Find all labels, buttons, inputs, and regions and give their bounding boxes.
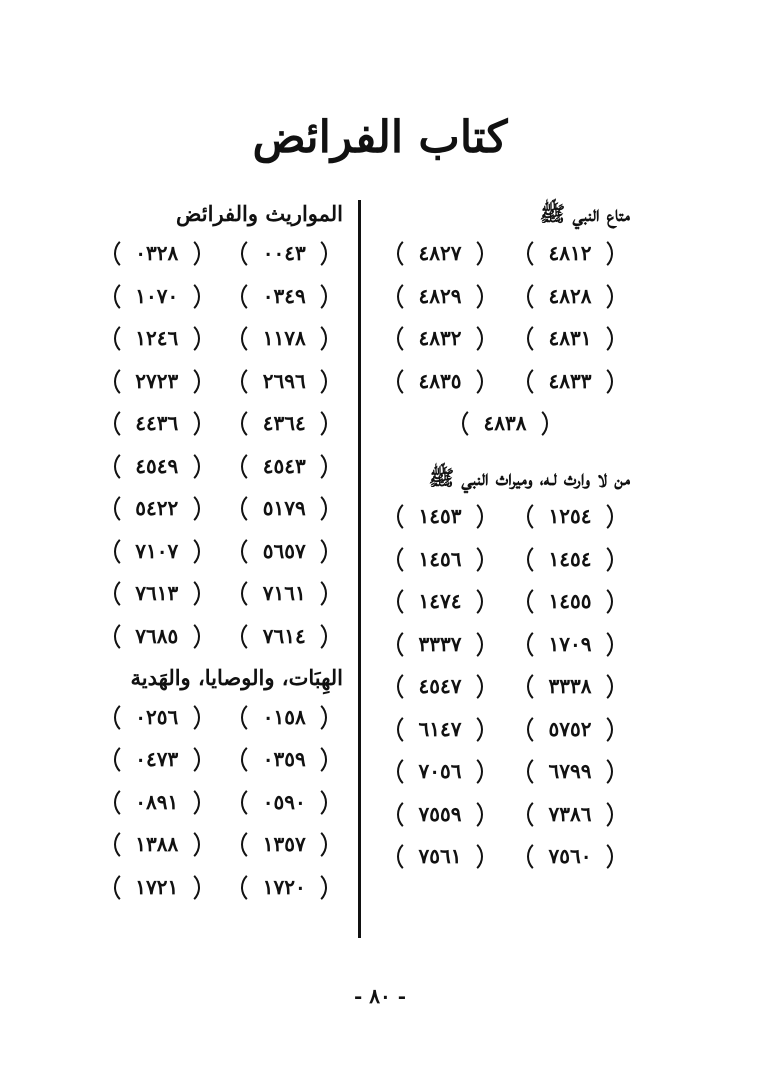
reference-number: ٤٣٦٤	[241, 406, 327, 441]
reference-number: ٤٨٢٧	[397, 236, 483, 271]
reference-number: ٥٧٥٢	[527, 712, 613, 747]
reference-number: ٧٦٨٥	[114, 619, 200, 654]
reference-number: ٠٤٧٣	[114, 742, 200, 777]
reference-number: ٠٣٤٩	[241, 279, 327, 314]
reference-number: ١٤٥٥	[527, 584, 613, 619]
reference-number: ٠٨٩١	[114, 785, 200, 820]
reference-number: ١٠٧٠	[114, 279, 200, 314]
reference-grid	[98, 236, 343, 654]
reference-number: ٧٠٥٦	[397, 754, 483, 789]
section-heading: متاع النبي ﷺ	[539, 201, 630, 226]
reference-number: ١٧٠٩	[527, 627, 613, 662]
page-title: كتاب الفرائض	[252, 112, 508, 163]
reference-number: ٤٨٣٢	[397, 321, 483, 356]
reference-number: ٤٨٢٨	[527, 279, 613, 314]
reference-number: ١٣٥٧	[241, 827, 327, 862]
reference-number: ٠٥٩٠	[241, 785, 327, 820]
reference-number: ١٤٥٣	[397, 499, 483, 534]
section-heading: من لا وارث لـه، وميراث النبي ﷺ	[428, 465, 630, 490]
reference-number: ٥١٧٩	[241, 491, 327, 526]
reference-grid	[380, 236, 630, 441]
reference-number: ٧٥٦٠	[527, 839, 613, 874]
reference-number: ٦٧٩٩	[527, 754, 613, 789]
reference-number: ٧٦١٤	[241, 619, 327, 654]
reference-number: ٠٢٥٦	[114, 700, 200, 735]
reference-number: ١٣٨٨	[114, 827, 200, 862]
reference-number: ٢٧٢٣	[114, 364, 200, 399]
reference-number: ٧٥٦١	[397, 839, 483, 874]
reference-number: ٧٥٥٩	[397, 797, 483, 832]
reference-number: ٤٨٣٣	[527, 364, 613, 399]
reference-number: ١٤٥٤	[527, 542, 613, 577]
reference-number: ١٧٢٠	[241, 870, 327, 905]
reference-number: ٢٦٩٦	[241, 364, 327, 399]
reference-number: ١١٧٨	[241, 321, 327, 356]
reference-number: ٤٨٢٩	[397, 279, 483, 314]
reference-number: ٤٨٣١	[527, 321, 613, 356]
reference-number: ٠٣٥٩	[241, 742, 327, 777]
section-heading: الهِبَات، والوصايا، والهَدية	[130, 664, 343, 690]
section-heading: المواريث والفرائض	[176, 201, 343, 226]
reference-number: ٣٣٣٧	[397, 627, 483, 662]
reference-number: ٥٦٥٧	[241, 534, 327, 569]
reference-number: ١٤٧٤	[397, 584, 483, 619]
reference-number: ٤٥٤٩	[114, 449, 200, 484]
reference-number: ٧٣٨٦	[527, 797, 613, 832]
reference-number: ٤٨٣٥	[397, 364, 483, 399]
page-number: - ٨٠ -	[353, 984, 406, 1008]
reference-number: ٤٨٣٨	[462, 406, 548, 441]
reference-grid	[380, 499, 630, 874]
reference-number: ٠٣٢٨	[114, 236, 200, 271]
column-divider	[358, 200, 361, 938]
reference-number: ٦١٤٧	[397, 712, 483, 747]
reference-number: ٤٥٤٣	[241, 449, 327, 484]
reference-number: ٥٤٢٢	[114, 491, 200, 526]
reference-grid	[98, 700, 343, 905]
reference-number: ١٢٤٦	[114, 321, 200, 356]
reference-number: ٣٣٣٨	[527, 669, 613, 704]
right-column	[380, 196, 630, 874]
reference-number: ٠١٥٨	[241, 700, 327, 735]
reference-number: ١٧٢١	[114, 870, 200, 905]
reference-number: ١٤٥٦	[397, 542, 483, 577]
reference-number: ٤٤٣٦	[114, 406, 200, 441]
reference-number: ٧١٦١	[241, 576, 327, 611]
reference-number: ١٢٥٤	[527, 499, 613, 534]
reference-number: ٧٦١٣	[114, 576, 200, 611]
reference-number: ٧١٠٧	[114, 534, 200, 569]
reference-number: ٠٠٤٣	[241, 236, 327, 271]
reference-number: ٤٥٤٧	[397, 669, 483, 704]
reference-number: ٤٨١٢	[527, 236, 613, 271]
left-column	[98, 196, 343, 905]
